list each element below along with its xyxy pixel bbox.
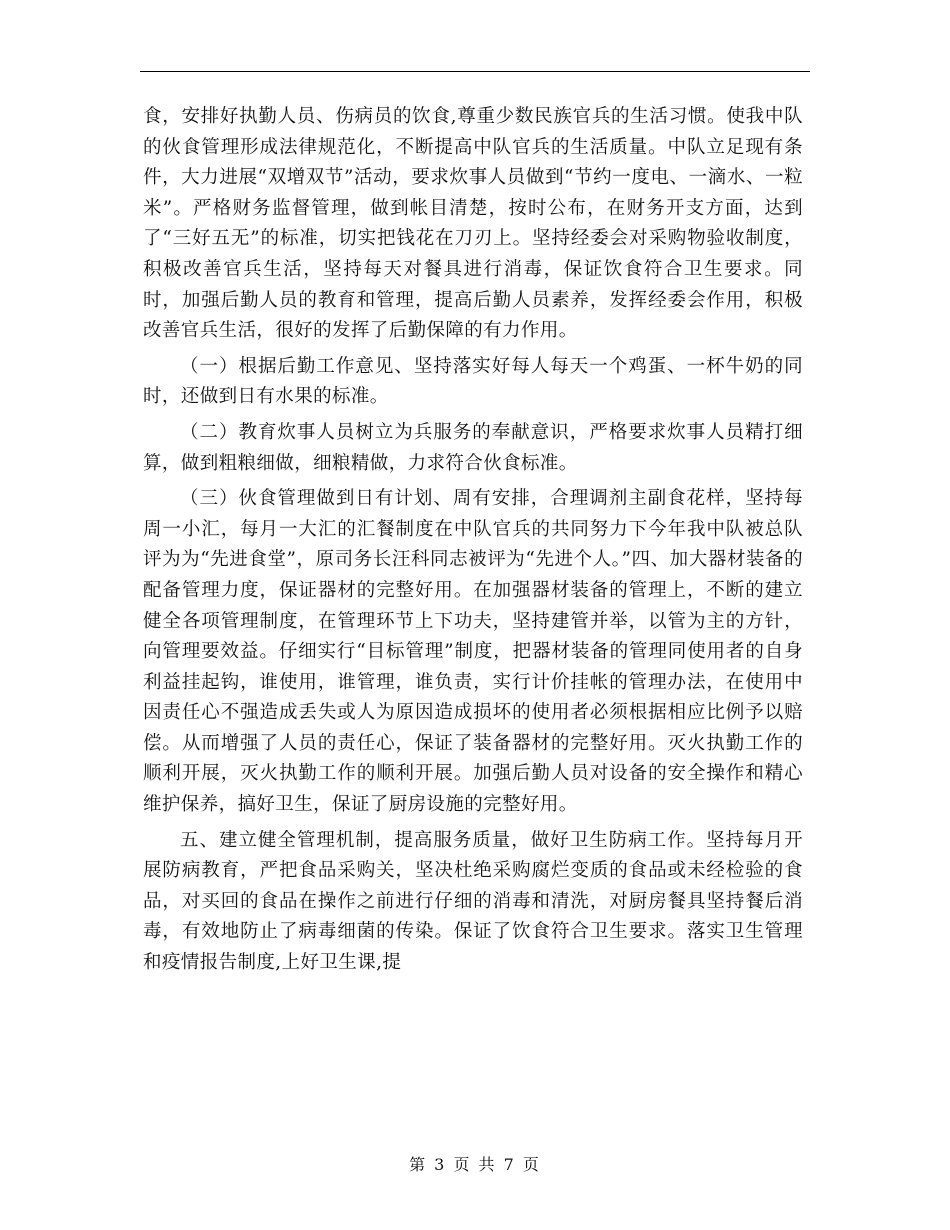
header-rule [140,71,810,72]
paragraph-4: （三）伙食管理做到日有计划、周有安排，合理调剂主副食花样，坚持每周一小汇，每月一大汇的汇餐制度在中队官兵的共同努力下今年我中队被总队评为为“先进食堂”，原司务长汪科同志被评为“先进个人。”四、加大器材装备的配备管理力度，保证器材的完整好用。在加强器材装备的管理上，不断的建立健全各项管理制度，在管理环节上下功夫，坚持建管并举，以管为主的方针，向管理要效益。仔细实行“目标管理”制度，把器材装备的管理同使用者的自身利益挂起钩，谁使用，谁管理，谁负责，实行计价挂帐的管理办法，在使用中因责任心不强造成丢失或人为原因造成损坏的使用者必须根据相应比例予以赔偿。从而增强了人员的责任心，保证了装备器材的完整好用。灭火执勤工作的顺利开展，灭火执勤工作的顺利开展。加强后勤人员对设备的安全操作和精心维护保养，搞好卫生，保证了厨房设施的完整好用。 [143,488,803,816]
paragraph-5: 五、建立健全管理机制，提高服务质量，做好卫生防病工作。坚持每月开展防病教育，严把食品采购关，坚决杜绝采购腐烂变质的食品或未经检验的食品，对买回的食品在操作之前进行仔细的消毒和清洗，对厨房餐具坚持餐后消毒，有效地防止了病毒细菌的传染。保证了饮食符合卫生要求。落实卫生管理和疫情报告制度,上好卫生课,提 [143,829,803,974]
paragraph-2: （一）根据后勤工作意见、坚持落实好每人每天一个鸡蛋、一杯牛奶的同时，还做到日有水果的标准。 [143,355,803,408]
paragraph-1: 食，安排好执勤人员、伤病员的饮食,尊重少数民族官兵的生活习惯。使我中队的伙食管理形成法律规范化，不断提高中队官兵的生活质量。中队立足现有条件，大力进展“双增双节”活动，要求炊事人员做到“节约一度电、一滴水、一粒米”。严格财务监督管理，做到帐目清楚，按时公布，在财务开支方面，达到了“三好五无”的标准，切实把钱花在刀刃上。坚持经委会对采购物验收制度，积极改善官兵生活，坚持每天对餐具进行消毒，保证饮食符合卫生要求。同时，加强后勤人员的教育和管理，提高后勤人员素养，发挥经委会作用，积极改善官兵生活，很好的发挥了后勤保障的有力作用。 [143,106,803,342]
document-body [143,102,803,984]
paragraph-3: （二）教育炊事人员树立为兵服务的奉献意识，严格要求炊事人员精打细算，做到粗粮细做，细粮精做，力求符合伙食标准。 [143,421,803,474]
page-number-footer: 第 3 页 共 7 页 [409,1155,541,1174]
